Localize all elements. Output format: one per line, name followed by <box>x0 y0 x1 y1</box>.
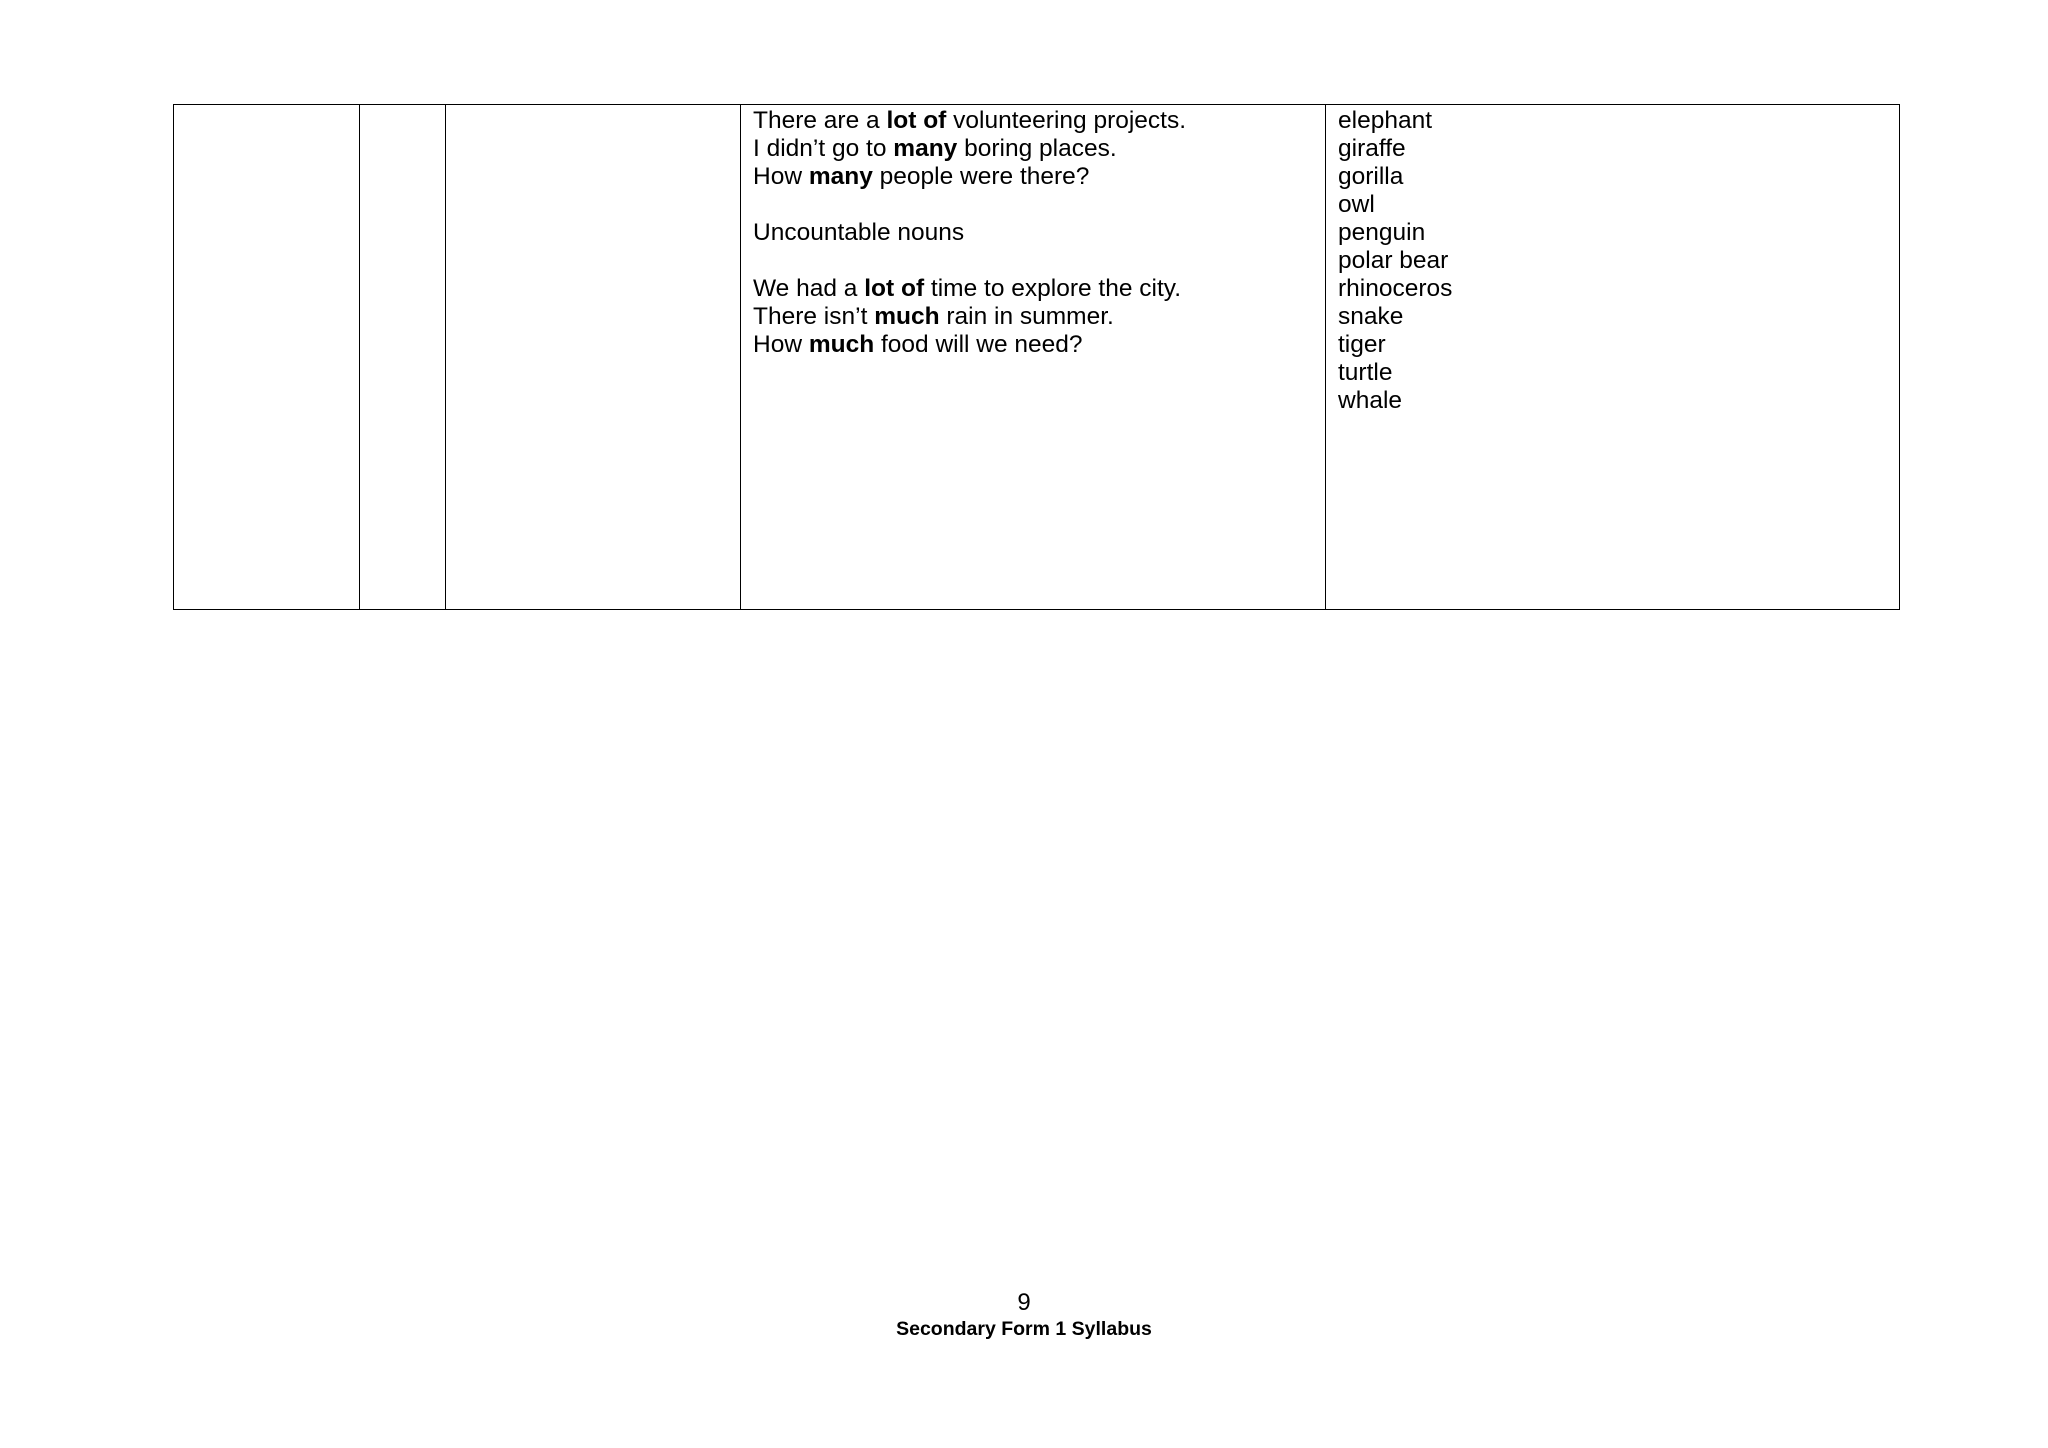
vocabulary-list <box>1326 105 1899 415</box>
table-cell-empty-2 <box>360 105 446 610</box>
vocabulary-cell <box>1326 105 1900 610</box>
grammar-example-line: How many people were there? <box>753 163 1090 190</box>
grammar-example-line: We had a lot of time to explore the city. <box>753 275 1182 302</box>
footer-title: Secondary Form 1 Syllabus <box>896 1318 1152 1340</box>
grammar-example-line: How much food will we need? <box>753 331 1083 358</box>
vocabulary-word: gorilla <box>1338 163 1404 190</box>
vocabulary-word: turtle <box>1338 359 1393 386</box>
vocabulary-word: penguin <box>1338 219 1426 246</box>
vocabulary-word: whale <box>1338 387 1403 414</box>
grammar-cell <box>741 105 1326 610</box>
uncountable-heading: Uncountable nouns <box>753 219 965 246</box>
table-cell-empty-1 <box>174 105 360 610</box>
page-number: 9 <box>1017 1289 1031 1316</box>
vocabulary-word: polar bear <box>1338 247 1449 274</box>
vocabulary-word: rhinoceros <box>1338 275 1453 302</box>
grammar-example-line: There are a lot of volunteering projects. <box>753 107 1187 134</box>
grammar-example-line: I didn’t go to many boring places. <box>753 135 1117 162</box>
table-cell-empty-3 <box>446 105 741 610</box>
vocabulary-word: giraffe <box>1338 135 1406 162</box>
syllabus-table <box>173 104 1900 610</box>
vocabulary-word: elephant <box>1338 107 1433 134</box>
vocabulary-word: snake <box>1338 303 1404 330</box>
grammar-example-line: There isn’t much rain in summer. <box>753 303 1114 330</box>
vocabulary-word: owl <box>1338 191 1375 218</box>
vocabulary-word: tiger <box>1338 331 1386 358</box>
grammar-examples <box>741 105 1325 359</box>
table-row <box>174 105 1900 610</box>
